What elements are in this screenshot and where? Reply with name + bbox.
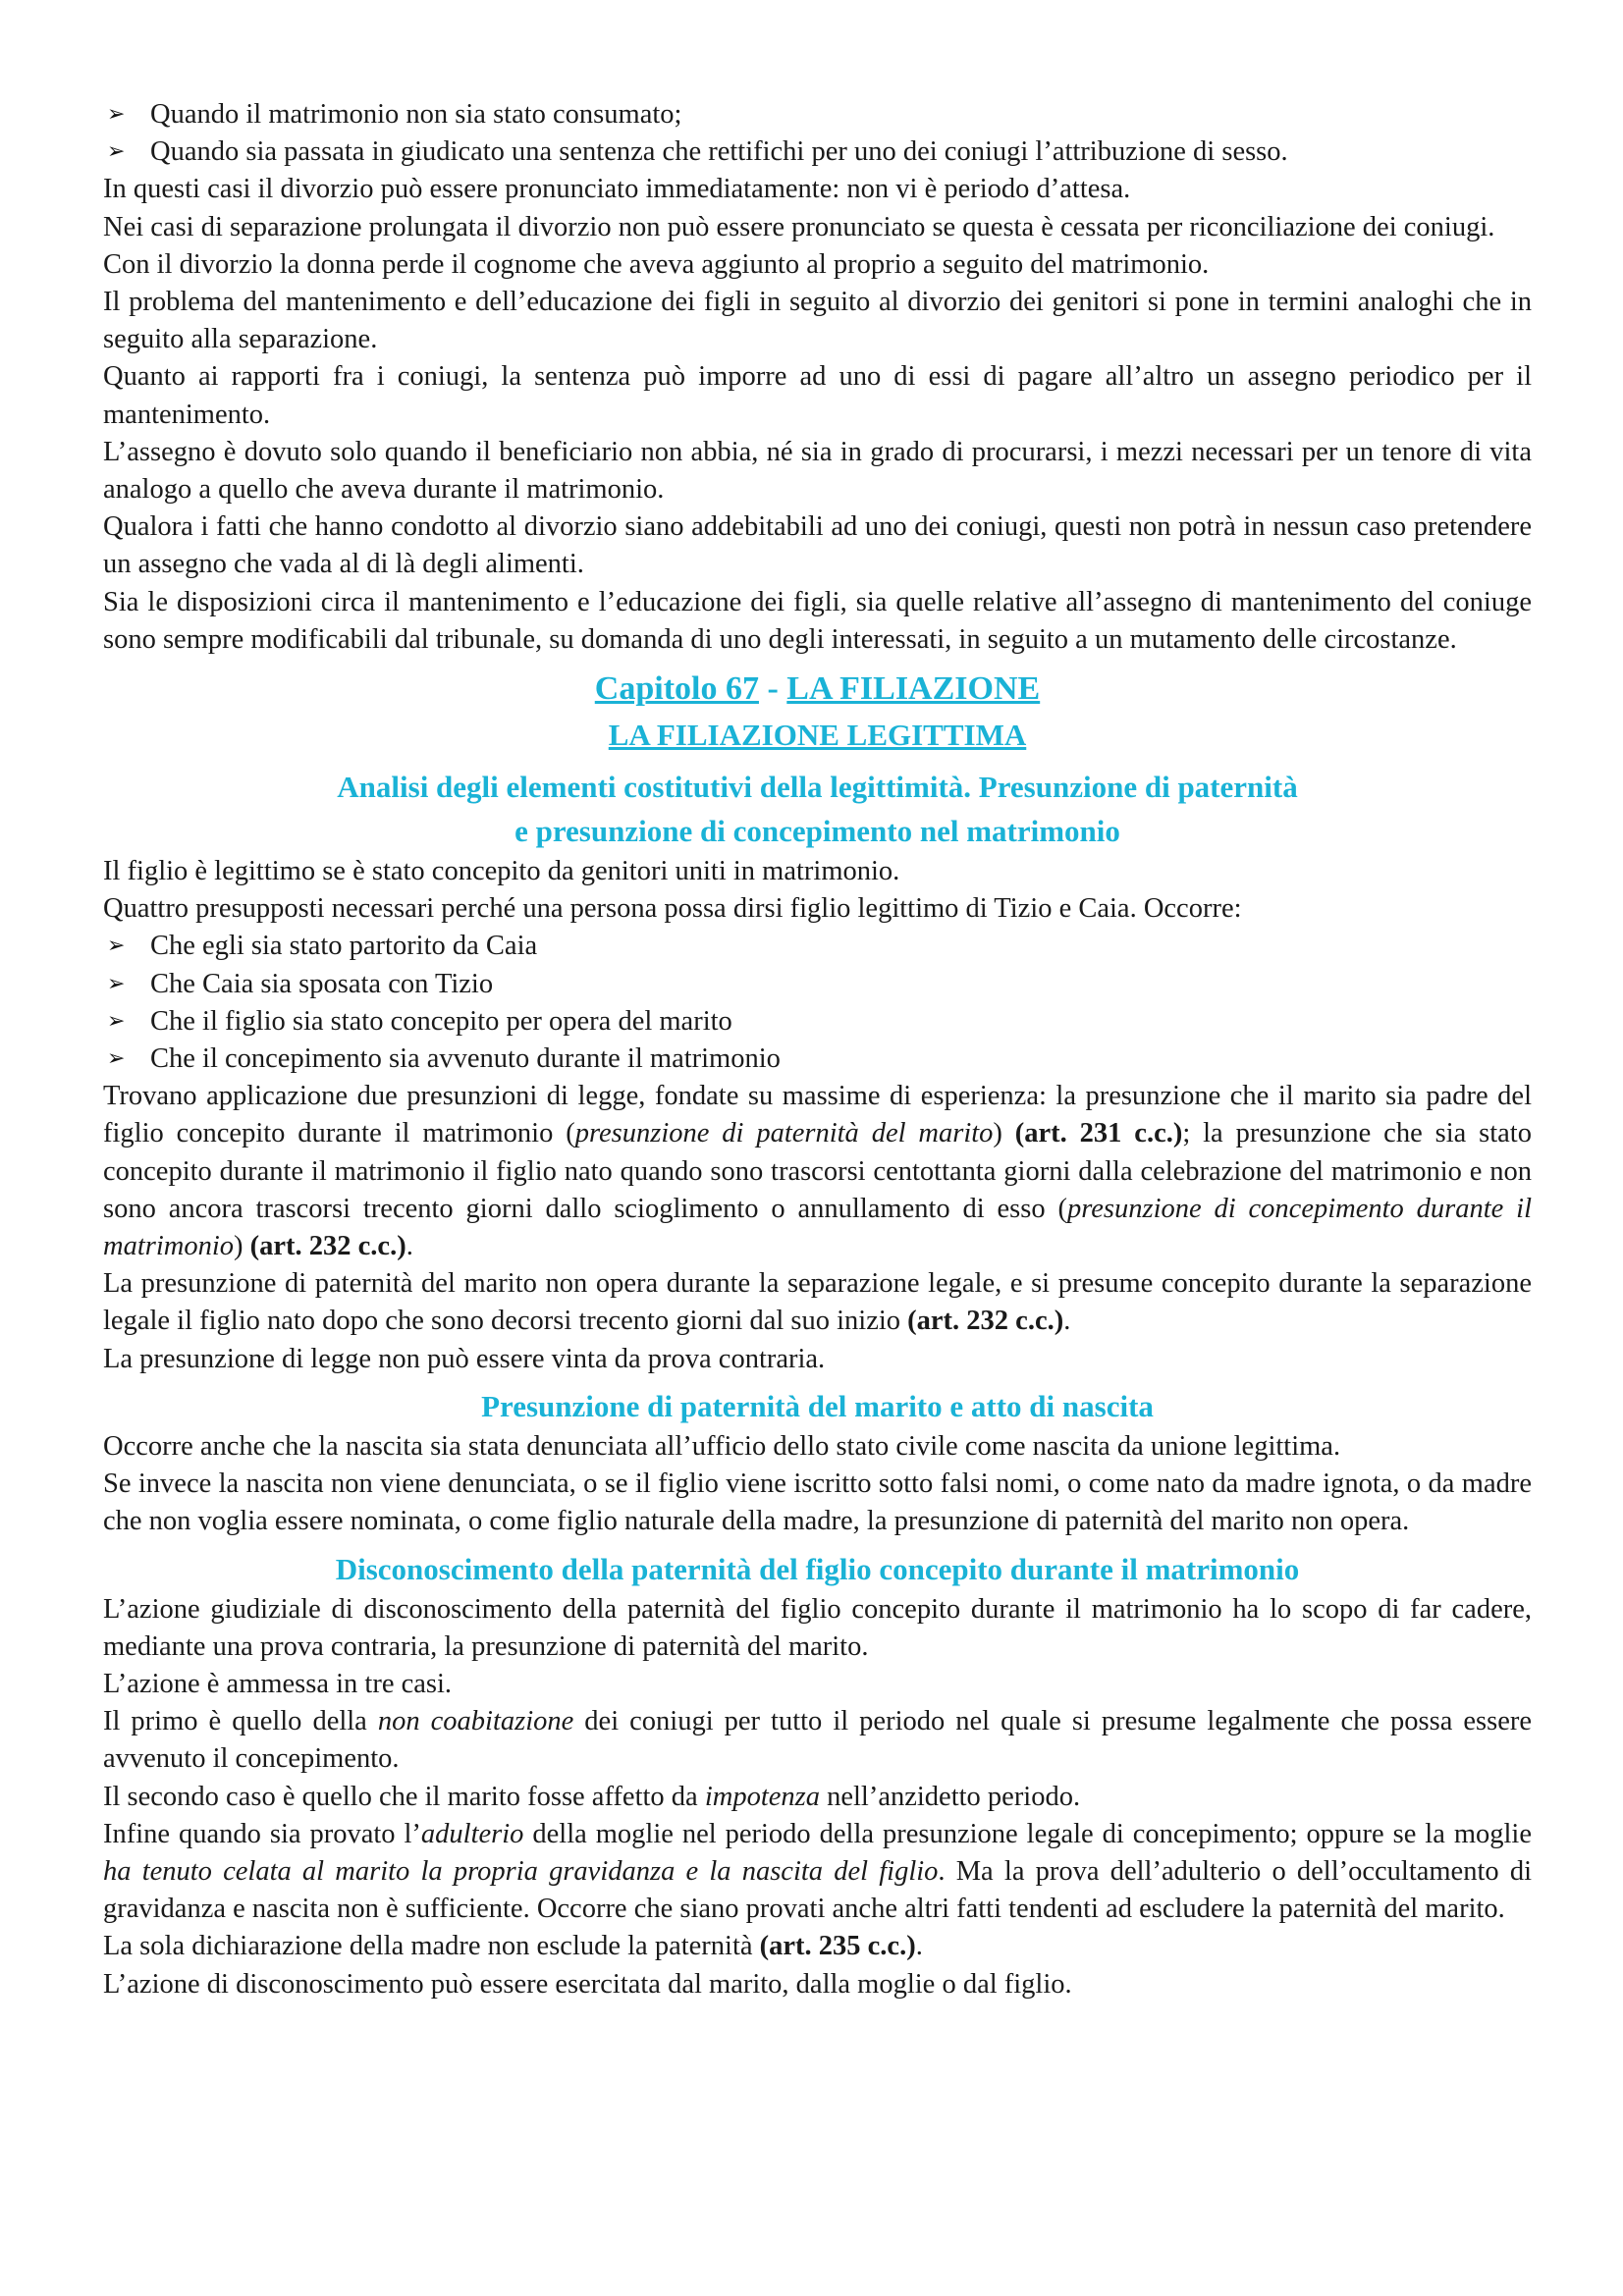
list-item: ➢ Quando sia passata in giudicato una sentenza che rettifichi per uno dei coniugi l’attribuzione di sesso. bbox=[103, 133, 1532, 171]
paragraph: Trovano applicazione due presunzioni di legge, fondate su massime di esperienza: la presunzione che il marito sia padre del figlio concepito durante il matrimonio (presunzione di paternità del marito) (art. 231 c.c.); la presunzione che sia stato concepito durante il matrimonio il figlio nato quando sono trascorsi centottanta giorni dalla celebrazione del matrimonio e non sono ancora trascorsi trecento giorni dallo scioglimento o annullamento di esso (presunzione di concepimento durante il matrimonio) (art. 232 c.c.). bbox=[103, 1081, 1532, 1262]
arrow-bullet-icon: ➢ bbox=[107, 934, 126, 959]
paragraph: La sola dichiarazione della madre non esclude la paternità (art. 235 c.c.). bbox=[103, 1931, 923, 1962]
paragraph: Nei casi di separazione prolungata il divorzio non può essere pronunciato se questa è cessata per riconciliazione dei coniugi. bbox=[103, 211, 1495, 242]
paragraph: Qualora i fatti che hanno condotto al divorzio siano addebitabili ad uno dei coniugi, questi non potrà in nessun caso pretendere un assegno che vada al di là degli alimenti. bbox=[103, 511, 1532, 580]
paragraph: Quattro presupposti necessari perché una persona possa dirsi figlio legittimo di Tizio e Caia. Occorre: bbox=[103, 893, 1242, 925]
list-item: ➢ Quando il matrimonio non sia stato consumato; bbox=[103, 96, 1532, 133]
section-heading: Presunzione di paternità del marito e atto di nascita bbox=[481, 1388, 1154, 1423]
article-reference: (art. 235 c.c.) bbox=[759, 1931, 916, 1962]
chapter-number: Capitolo 67 bbox=[594, 670, 759, 708]
paragraph: Occorre anche che la nascita sia stata denunciata all’ufficio dello stato civile come nascita da unione legittima. bbox=[103, 1430, 1341, 1462]
chapter-name: LA FILIAZIONE bbox=[786, 670, 1041, 708]
paragraph: Il problema del mantenimento e dell’educazione dei figli in seguito al divorzio dei genitori si pone in termini analoghi che in seguito alla separazione. bbox=[103, 287, 1532, 355]
chapter-subtitle: LA FILIAZIONE LEGITTIMA bbox=[608, 718, 1027, 753]
paragraph: L’azione giudiziale di disconoscimento della paternità del figlio concepito durante il matrimonio ha lo scopo di far cadere, mediante una prova contraria, la presunzione di paternità del marito. bbox=[103, 1593, 1532, 1662]
list-item: ➢ Che il concepimento sia avvenuto durante il matrimonio bbox=[103, 1041, 1532, 1078]
section-heading: Analisi degli elementi costitutivi della legittimità. Presunzione di paternità e presunzione di concepimento nel matrimonio bbox=[337, 770, 1298, 849]
article-reference: (art. 232 c.c.) bbox=[249, 1231, 406, 1262]
list-item: ➢ Che Caia sia sposata con Tizio bbox=[103, 966, 1532, 1003]
document-page bbox=[103, 96, 1532, 2003]
paragraph: Il secondo caso è quello che il marito fosse affetto da impotenza nell’anzidetto periodo. bbox=[103, 1781, 1081, 1812]
list-item: ➢ Che il figlio sia stato concepito per opera del marito bbox=[103, 1003, 1532, 1041]
paragraph: Sia le disposizioni circa il mantenimento e l’educazione dei figli, sia quelle relative all’assegno di mantenimento del coniuge sono sempre modificabili dal tribunale, su domanda di uno degli interessati, in seguito a un mutamento delle circostanze. bbox=[103, 586, 1532, 655]
paragraph: Se invece la nascita non viene denunciata, o se il figlio viene iscritto sotto falsi nomi, o come nato da madre ignota, o da madre che non voglia essere nominata, o come figlio naturale della madre, la presunzione di paternità del marito non opera. bbox=[103, 1468, 1532, 1537]
paragraph: Infine quando sia provato l’adulterio della moglie nel periodo della presunzione legale di concepimento; oppure se la moglie ha tenuto celata al marito la propria gravidanza e la nascita del figlio. Ma la prova dell’adulterio o dell’occultamento di gravidanza e nascita non è sufficiente. Occorre che siano provati anche altri fatti tendenti ad escludere la paternità del marito. bbox=[103, 1818, 1532, 1925]
paragraph: Con il divorzio la donna perde il cognome che aveva aggiunto al proprio a seguito del matrimonio. bbox=[103, 248, 1210, 280]
paragraph: L’assegno è dovuto solo quando il beneficiario non abbia, né sia in grado di procurarsi, i mezzi necessari per un tenore di vita analogo a quello che aveva durante il matrimonio. bbox=[103, 436, 1532, 506]
arrow-bullet-icon: ➢ bbox=[107, 102, 126, 127]
paragraph: Quanto ai rapporti fra i coniugi, la sentenza può imporre ad uno di essi di pagare all’altro un assegno periodico per il mantenimento. bbox=[103, 361, 1532, 430]
arrow-bullet-icon: ➢ bbox=[107, 971, 126, 996]
section-heading: Disconoscimento della paternità del figlio concepito durante il matrimonio bbox=[335, 1551, 1300, 1586]
arrow-bullet-icon: ➢ bbox=[107, 1008, 126, 1034]
chapter-title: Capitolo 67 - LA FILIAZIONE bbox=[594, 670, 1041, 708]
paragraph: In questi casi il divorzio può essere pronunciato immediatamente: non vi è periodo d’attesa. bbox=[103, 174, 1131, 205]
paragraph: La presunzione di paternità del marito non opera durante la separazione legale, e si presume concepito durante la separazione legale il figlio nato dopo che sono decorsi trecento giorni dal suo inizio (art. 232 c.c.). bbox=[103, 1268, 1532, 1337]
arrow-bullet-icon: ➢ bbox=[107, 139, 126, 165]
paragraph: La presunzione di legge non può essere vinta da prova contraria. bbox=[103, 1343, 826, 1374]
paragraph: L’azione di disconoscimento può essere esercitata dal marito, dalla moglie o dal figlio. bbox=[103, 1968, 1072, 2000]
article-reference: (art. 232 c.c.) bbox=[907, 1306, 1064, 1337]
paragraph: Il figlio è legittimo se è stato concepito da genitori uniti in matrimonio. bbox=[103, 856, 900, 887]
paragraph: L’azione è ammessa in tre casi. bbox=[103, 1668, 453, 1699]
article-reference: (art. 231 c.c.) bbox=[1014, 1118, 1183, 1149]
arrow-bullet-icon: ➢ bbox=[107, 1046, 126, 1072]
list-item: ➢ Che egli sia stato partorito da Caia bbox=[103, 928, 1532, 965]
paragraph: Il primo è quello della non coabitazione dei coniugi per tutto il periodo nel quale si presume legalmente che possa essere avvenuto il concepimento. bbox=[103, 1706, 1532, 1775]
